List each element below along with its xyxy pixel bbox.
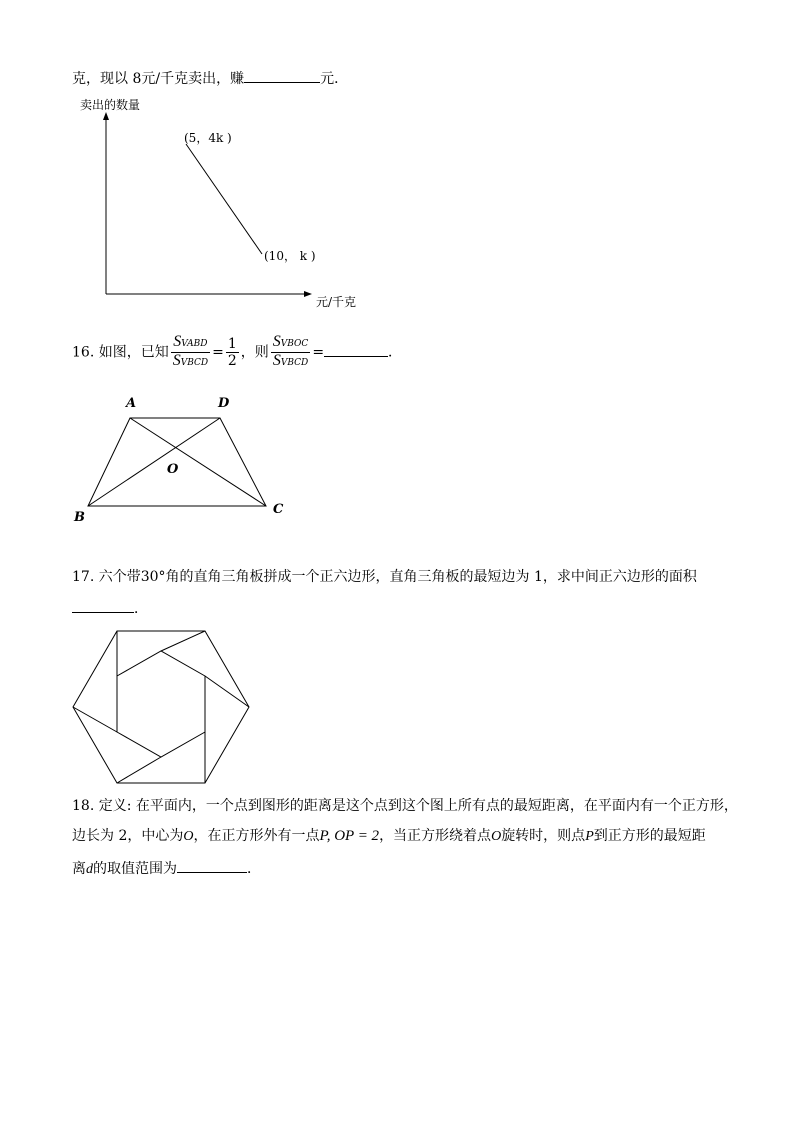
- q18-line2: [72, 827, 706, 846]
- q18-line3-b: 的取值范围为: [93, 861, 177, 877]
- q18-line2-e: 到正方形的最短距: [593, 828, 706, 844]
- q18-line2-d: 旋转时，则点: [501, 828, 586, 844]
- var-o: O: [183, 829, 194, 844]
- q17-line1: [72, 568, 697, 586]
- q17-number: 17.: [72, 569, 95, 585]
- q15-text-before: 克，现以 8元/千克卖出，赚: [72, 71, 245, 87]
- inner-hexagon: [117, 651, 205, 757]
- trapezoid-figure: [70, 390, 300, 530]
- var-d: d: [86, 862, 93, 877]
- vertex-b-label: B: [74, 510, 85, 525]
- x-axis-arrow: [304, 291, 312, 297]
- q18-line1: [72, 797, 738, 815]
- y-axis-label: 卖出的数量: [80, 98, 141, 112]
- hexagon-figure: [68, 626, 252, 786]
- area-symbol: S: [172, 352, 181, 369]
- q16-text2: ，则: [240, 344, 269, 361]
- triangle-edge: [161, 631, 205, 651]
- q16-line: [72, 334, 402, 371]
- diagonal-bd: [88, 418, 220, 506]
- q18-answer-blank[interactable]: [177, 858, 247, 873]
- subscript-abd: VABD: [181, 339, 208, 349]
- one-half: [226, 336, 239, 369]
- q18-line3: [72, 858, 261, 879]
- q17-answer-blank[interactable]: [72, 598, 134, 613]
- q18-line3-end: ．: [247, 861, 261, 877]
- demand-line: [186, 144, 262, 254]
- triangle-edge: [73, 707, 117, 732]
- q17-line2: [72, 598, 148, 618]
- equals-sign: =: [312, 344, 325, 361]
- equals-sign: =: [212, 344, 224, 361]
- point1-label: (5，4k ): [184, 131, 232, 145]
- half-denominator: 2: [227, 353, 237, 369]
- vertex-c-label: C: [273, 502, 284, 517]
- subscript-bcd: VBCD: [180, 358, 209, 368]
- q18-line2-c: ，当正方形绕着点: [379, 828, 492, 844]
- area-symbol: S: [272, 352, 281, 369]
- q16-answer-blank[interactable]: [324, 342, 388, 357]
- q15-text-after: 元．: [320, 71, 349, 87]
- x-axis-label: 元/千克: [316, 295, 357, 309]
- ratio-abd-bcd: [171, 334, 210, 371]
- half-numerator: 1: [227, 336, 237, 352]
- q16-number: 16.: [72, 344, 95, 361]
- outer-hexagon: [73, 631, 249, 783]
- ratio-boc-bcd: [271, 334, 311, 371]
- diagonal-ac: [130, 418, 266, 506]
- subscript-bcd: VBCD: [280, 358, 309, 368]
- area-symbol: S: [272, 333, 281, 350]
- triangle-edge: [117, 757, 161, 783]
- q18-number: 18.: [72, 798, 95, 814]
- vertex-d-label: D: [218, 396, 230, 411]
- q18-line1-text: 定义: 在平面内，一个点到图形的距离是这个点到这个图上所有点的最短距离，在平面内有一个正方形，: [98, 798, 738, 814]
- point-o-label: O: [167, 462, 179, 477]
- area-symbol: S: [173, 333, 182, 350]
- q15-tail-line: [72, 68, 348, 88]
- point2-label: (10， k ): [264, 249, 316, 263]
- q18-line2-b: ，在正方形外有一点: [193, 828, 320, 844]
- price-quantity-graph: [70, 96, 370, 316]
- q16-period: ．: [388, 344, 403, 361]
- subscript-boc: VBOC: [280, 339, 309, 349]
- q17-period: ．: [134, 601, 148, 617]
- condition-p-op: P, OP = 2: [319, 828, 380, 844]
- var-p: P: [585, 829, 594, 844]
- q18-line2-a: 边长为 2，中心为: [72, 828, 184, 844]
- vertex-a-label: A: [126, 396, 137, 411]
- var-o: O: [491, 829, 502, 844]
- q15-answer-blank[interactable]: [244, 68, 320, 83]
- triangle-edge: [205, 676, 249, 707]
- q18-line3-a: 离: [72, 861, 86, 877]
- y-axis-arrow: [103, 112, 109, 120]
- q16-text1: 如图，已知: [98, 344, 169, 361]
- q17-text: 六个带30°角的直角三角板拼成一个正六边形，直角三角板的最短边为 1，求中间正六边形的面积: [98, 569, 697, 585]
